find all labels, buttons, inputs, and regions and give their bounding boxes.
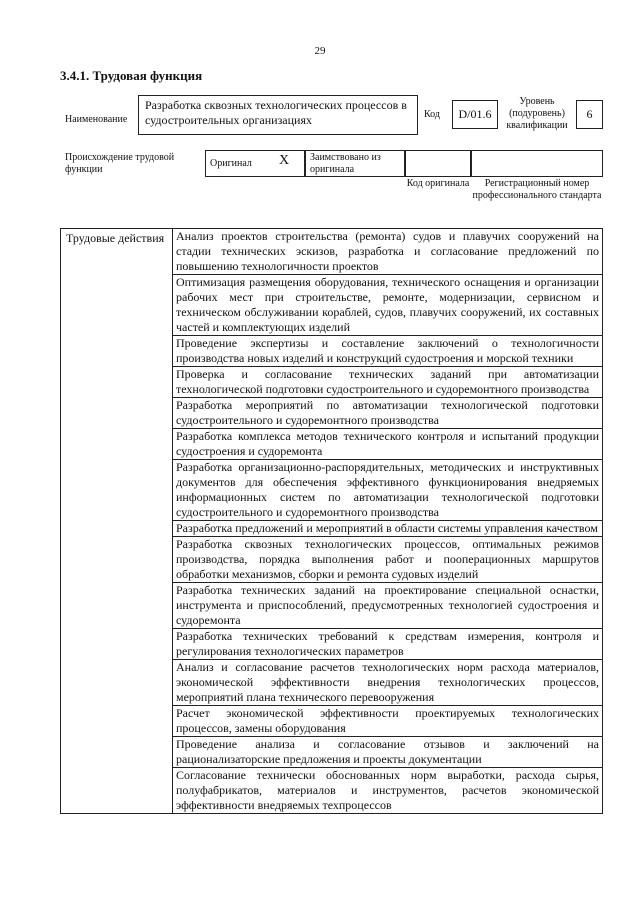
table-row [61,229,603,275]
labor-action-item: Разработка организационно-распорядительных, методических и инструктивных документов для обеспечения эффективного функционирования внедряемых информационных систем по автоматизации технологической подготовки судостроительного и судоремонтного производства [173,460,603,521]
registration-number-caption: Регистрационный номер профессионального стандарта [472,178,602,201]
function-name-value: Разработка сквозных технологических процессов в судостроительных организациях [138,95,418,135]
labor-action-item: Оптимизация размещения оборудования, технического оснащения и организации рабочих мест при строительстве, ремонте, модернизации, сервисном и техническом обслуживании кораблей, судов, плавучих сооружений, их составных частей и комплектующих изделий [173,275,603,336]
origin-label: Происхождение трудовой функции [65,152,175,175]
labor-action-item: Разработка технических заданий на проектирование специальной оснастки, инструмента и приспособлений, предусмотренных технологией судостроения и судоремонта [173,583,603,629]
labor-action-item: Разработка технических требований к средствам измерения, контроля и регулирования технологических параметров [173,629,603,660]
code-label: Код [424,109,440,120]
labor-actions-table [60,228,603,814]
registration-number-cell [471,150,603,177]
page-number: 29 [314,45,326,57]
qualification-level-label: Уровень (подуровень) квалификации [506,96,568,131]
name-label: Наименование [65,114,128,125]
section-title: 3.4.1. Трудовая функция [60,68,203,83]
original-mark: X [279,153,290,168]
labor-action-item: Расчет экономической эффективности проектируемых технологических процессов, замены оборудования [173,706,603,737]
labor-action-item: Проведение экспертизы и составление заключений о технологичности производства новых изделий и конструкций судостроения и морской техники [173,336,603,367]
qualification-level-value: 6 [576,100,603,129]
original-code-cell [405,150,471,177]
function-code-value: D/01.6 [452,100,498,129]
labor-action-item: Анализ и согласование расчетов технологических норм расхода материалов, экономической эффективности внедрения технологических процессов, мероприятий плана технического перевооружения [173,660,603,706]
labor-action-item: Разработка сквозных технологических процессов, оптимальных режимов производства, порядка выполнения работ и пооперационных маршрутов обработки механизмов, сборки и ремонта судовых изделий [173,537,603,583]
original-code-caption: Код оригинала [406,178,470,189]
labor-action-item: Анализ проектов строительства (ремонта) судов и плавучих сооружений на стадии технических эскизов, разработка и согласование предложений по повышению технологичности проектов [173,229,603,275]
labor-action-item: Проведение анализа и согласование отзывов и заключений на рационализаторские предложения и проекты документации [173,737,603,768]
labor-action-item: Проверка и согласование технических заданий при автоматизации технологической подготовки судостроительного и судоремонтного производства [173,367,603,398]
labor-action-item: Разработка комплекса методов технического контроля и испытаний продукции судостроения и судоремонта [173,429,603,460]
labor-action-item: Разработка предложений и мероприятий в области системы управления качеством [173,521,603,537]
original-label: Оригинал [210,158,252,169]
borrowed-label: Заимствовано из оригинала [305,150,405,177]
labor-action-item: Разработка мероприятий по автоматизации технологической подготовки судостроительного и судоремонтного производства [173,398,603,429]
labor-actions-header: Трудовые действия [61,229,173,814]
labor-action-item: Согласование технически обоснованных норм выработки, расхода сырья, полуфабрикатов, материалов и инструментов, расчетов экономической эффективности внедряемых техпроцессов [173,768,603,814]
